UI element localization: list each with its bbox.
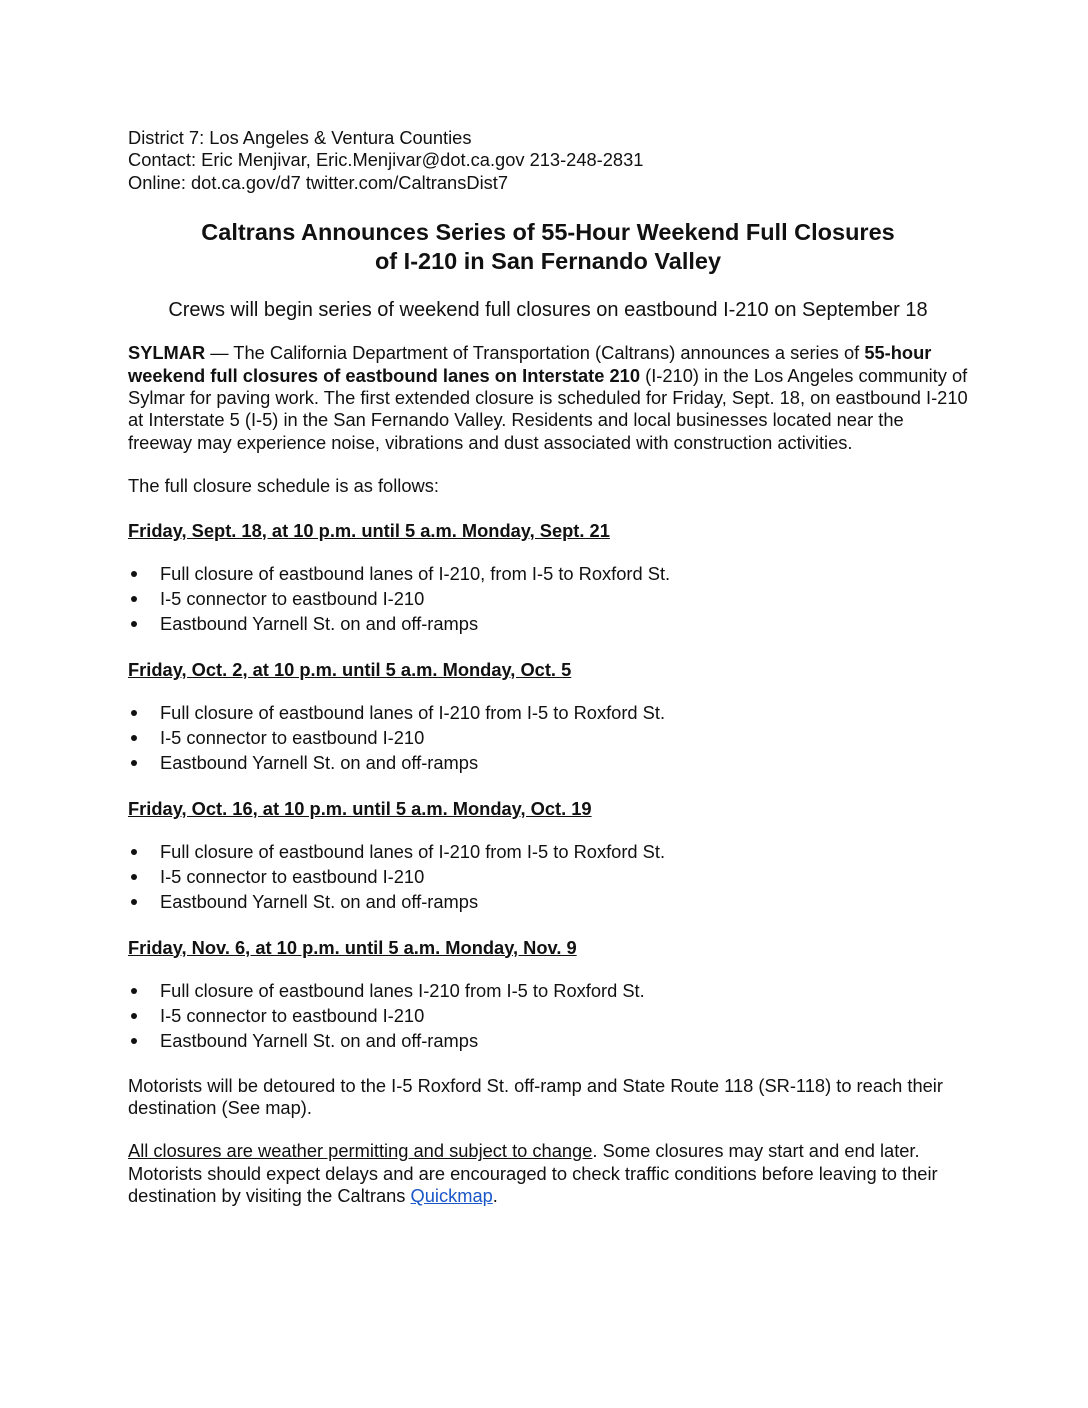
schedule-section-4: [128, 937, 968, 1054]
lead-text-1: — The California Department of Transportation (Caltrans) announces a series of: [205, 342, 865, 364]
title-line-2: of I-210 in San Fernando Valley: [374, 248, 722, 275]
schedule-heading: Friday, Oct. 16, at 10 p.m. until 5 a.m. Monday, Oct. 19: [128, 797, 592, 819]
closure-item: I-5 connector to eastbound I-210: [128, 586, 968, 611]
schedule-section-1: [128, 520, 968, 637]
closure-item: Eastbound Yarnell St. on and off-ramps: [128, 611, 968, 636]
quickmap-link[interactable]: Quickmap: [410, 1185, 493, 1207]
page-subtitle: Crews will begin series of weekend full closures on eastbound I-210 on September 18: [168, 299, 928, 322]
closure-item: Eastbound Yarnell St. on and off-ramps: [128, 750, 968, 775]
closure-item: Full closure of eastbound lanes of I-210, from I-5 to Roxford St.: [128, 561, 968, 586]
schedule-heading: Friday, Nov. 6, at 10 p.m. until 5 a.m. Monday, Nov. 9: [128, 936, 577, 958]
lead-paragraph: [128, 342, 968, 454]
closing-end: .: [492, 1185, 498, 1207]
schedule-intro: The full closure schedule is as follows:: [128, 475, 439, 497]
contact-line: Contact: Eric Menjivar, Eric.Menjivar@dot.ca.gov 213-248-2831: [128, 149, 644, 171]
closure-item: Eastbound Yarnell St. on and off-ramps: [128, 1028, 968, 1053]
online-line: Online: dot.ca.gov/d7 twitter.com/CaltransDist7: [128, 171, 509, 193]
closing-paragraph: [128, 1140, 968, 1207]
closure-item: Full closure of eastbound lanes I-210 from I-5 to Roxford St.: [128, 978, 968, 1003]
closure-list: [128, 561, 968, 637]
closing-text: . Some closures may start and end later. Motorists should expect delays and are encouraged to check traffic conditions before leaving to their destination by visiting the Caltrans: [128, 1140, 938, 1207]
closure-item: I-5 connector to eastbound I-210: [128, 1003, 968, 1028]
schedule-section-3: [128, 798, 968, 915]
schedule-heading: Friday, Oct. 2, at 10 p.m. until 5 a.m. Monday, Oct. 5: [128, 658, 572, 680]
lead-text-2: (I-210) in the Los Angeles community of Sylmar for paving work. The first extended closure is scheduled for Friday, Sept. 18, on eastbound I-210 at Interstate 5 (I-5) in the San Fernando Valley. Residents and local businesses located near the freeway may experience noise, vibrations and dust associated with construction activities.: [128, 364, 968, 453]
page-title: [128, 218, 968, 276]
closure-list: [128, 978, 968, 1054]
title-line-1: Caltrans Announces Series of 55-Hour Weekend Full Closures: [201, 219, 895, 246]
dateline: SYLMAR: [128, 342, 206, 364]
lead-bold-text: 55-hour weekend full closures of eastbound lanes on Interstate 210: [128, 342, 932, 386]
closure-item: I-5 connector to eastbound I-210: [128, 725, 968, 750]
press-release-page: [128, 127, 968, 1208]
schedule-section-2: [128, 659, 968, 776]
detour-paragraph: Motorists will be detoured to the I-5 Roxford St. off-ramp and State Route 118 (SR-118) to reach their destination (See map).: [128, 1074, 943, 1118]
closure-list: [128, 839, 968, 915]
district-line: District 7: Los Angeles & Ventura Counties: [128, 127, 472, 148]
schedule-heading: Friday, Sept. 18, at 10 p.m. until 5 a.m. Monday, Sept. 21: [128, 519, 610, 541]
closure-list: [128, 700, 968, 776]
closure-item: Full closure of eastbound lanes of I-210 from I-5 to Roxford St.: [128, 700, 968, 725]
closure-item: Full closure of eastbound lanes of I-210 from I-5 to Roxford St.: [128, 839, 968, 864]
closure-item: I-5 connector to eastbound I-210: [128, 864, 968, 889]
weather-notice: All closures are weather permitting and subject to change: [128, 1140, 593, 1162]
closure-item: Eastbound Yarnell St. on and off-ramps: [128, 889, 968, 914]
contact-block: [128, 127, 968, 194]
